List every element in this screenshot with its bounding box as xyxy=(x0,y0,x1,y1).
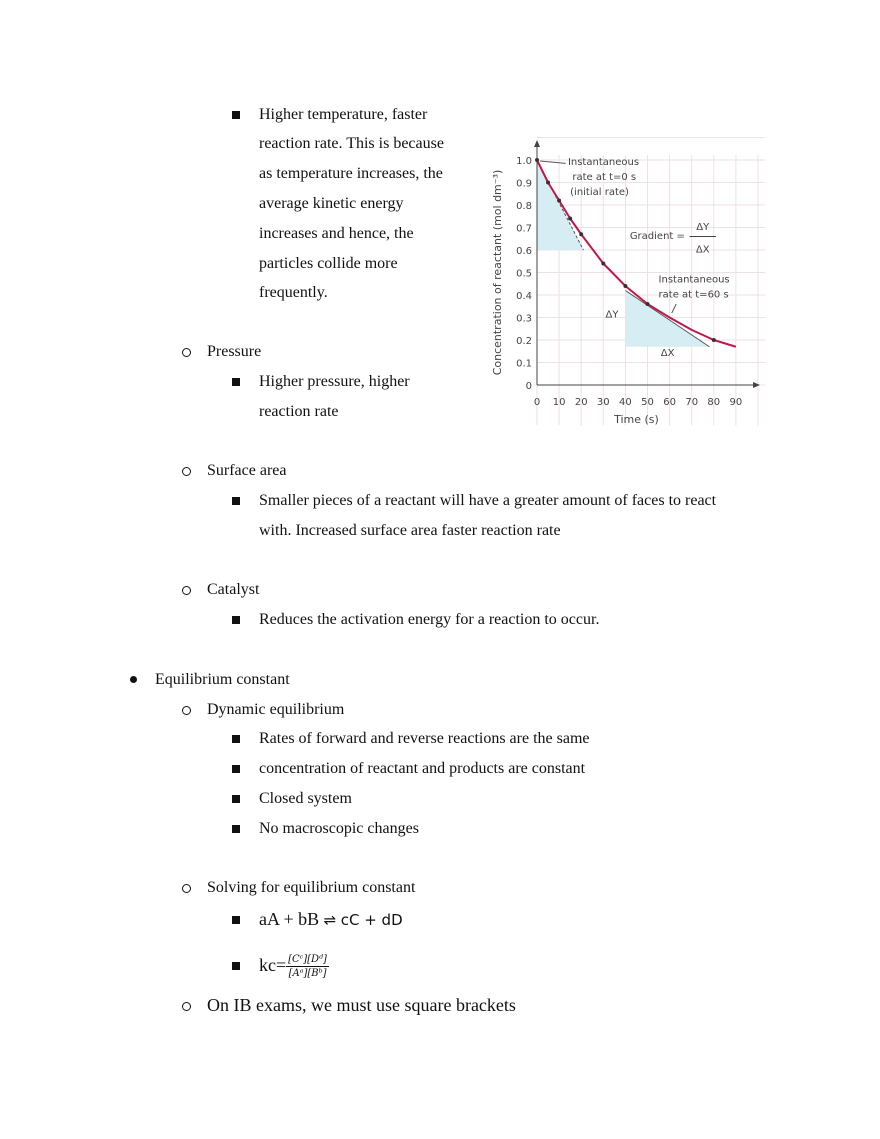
data-point xyxy=(557,199,561,203)
text-line: frequently. xyxy=(259,284,328,301)
text-line: Smaller pieces of a reactant will have a greater amount of faces to react xyxy=(259,492,717,509)
annotation-initial-1: Instantaneous xyxy=(567,157,640,168)
text-line: concentration of reactant and products are constant xyxy=(259,760,586,777)
x-tick-label: 30 xyxy=(596,397,610,408)
delta-y-label: ΔY xyxy=(605,309,619,321)
data-point xyxy=(712,338,716,342)
x-tick-label: 70 xyxy=(685,397,699,408)
x-tick-label: 90 xyxy=(729,397,743,408)
x-axis-label: Time (s) xyxy=(614,413,659,426)
square-bullet-icon xyxy=(232,111,240,119)
y-tick-label: 0.4 xyxy=(516,291,532,302)
gradient-dx: ΔX xyxy=(695,244,710,256)
data-point xyxy=(568,217,572,221)
square-bullet-icon xyxy=(232,378,240,386)
text-line: No macroscopic changes xyxy=(259,820,419,837)
gradient-label: Gradient = xyxy=(629,230,685,242)
y-tick-label: 0.1 xyxy=(516,358,532,370)
annotation-initial-2: rate at t=0 s xyxy=(572,172,637,183)
text-line: increases and hence, the xyxy=(259,225,414,242)
solving-heading: Solving for equilibrium constant xyxy=(207,879,416,896)
kc-fraction xyxy=(286,953,329,980)
data-point xyxy=(546,181,550,185)
text-line: Reduces the activation energy for a reaction to occur. xyxy=(259,611,600,628)
text-line: Rates of forward and reverse reactions are the same xyxy=(259,730,590,747)
y-axis-label: Concentration of reactant (mol dm⁻³) xyxy=(491,169,504,376)
square-bullet-icon xyxy=(232,735,240,743)
data-point xyxy=(646,302,650,306)
kc-label: kc= xyxy=(259,955,287,975)
square-bullet-icon xyxy=(232,765,240,773)
delta-x-label: ΔX xyxy=(660,347,675,359)
circle-bullet-icon xyxy=(182,586,191,595)
y-tick-label: 0.9 xyxy=(516,178,532,190)
x-tick-label: 50 xyxy=(641,397,654,408)
text-line: as temperature increases, the xyxy=(259,165,443,182)
square-bullet-icon xyxy=(232,825,240,833)
annotation-leader xyxy=(540,161,566,163)
y-tick-label: 0.6 xyxy=(516,246,532,257)
reaction-equation xyxy=(259,909,403,930)
annotation-t60-2: rate at t=60 s xyxy=(658,289,729,301)
text-line: reaction rate xyxy=(259,403,339,420)
text-line: with. Increased surface area faster reaction rate xyxy=(259,522,561,539)
y-tick-label: 1.0 xyxy=(516,156,532,167)
x-axis-arrow xyxy=(753,382,760,388)
kc-denominator: [Aᵃ][Bᵇ] xyxy=(288,968,327,980)
circle-bullet-icon xyxy=(182,348,191,357)
text-line: Closed system xyxy=(259,790,352,807)
surface-area-heading: Surface area xyxy=(207,462,287,479)
square-bullet-icon xyxy=(232,962,240,970)
equilibrium-arrow: ⇌ xyxy=(323,911,337,929)
text-line: reaction rate. This is because xyxy=(259,135,444,152)
circle-bullet-icon xyxy=(182,706,191,715)
square-bullet-icon xyxy=(232,616,240,624)
gradient-dy: ΔY xyxy=(696,221,710,233)
x-tick-label: 80 xyxy=(707,397,721,408)
kc-numerator: [Cᶜ][Dᵈ] xyxy=(288,954,327,966)
annotation-t60-1: Instantaneous xyxy=(658,274,730,286)
y-tick-label: 0.8 xyxy=(516,201,532,212)
disc-bullet-icon xyxy=(130,676,137,683)
annotation-leader xyxy=(672,304,676,313)
square-bullet-icon xyxy=(232,916,240,924)
y-axis-arrow xyxy=(534,140,540,147)
data-point xyxy=(535,158,539,162)
text-line: Higher pressure, higher xyxy=(259,373,410,390)
circle-bullet-icon xyxy=(182,1002,191,1011)
pressure-heading: Pressure xyxy=(207,343,262,360)
concentration-time-chart xyxy=(485,135,770,435)
square-bullet-icon xyxy=(232,795,240,803)
text-line: average kinetic energy xyxy=(259,195,404,212)
catalyst-heading: Catalyst xyxy=(207,581,260,598)
x-tick-label: 40 xyxy=(619,397,632,408)
data-point xyxy=(623,284,627,288)
x-tick-label: 0 xyxy=(533,397,541,408)
equilibrium-heading: Equilibrium constant xyxy=(155,671,290,688)
data-point xyxy=(579,232,583,236)
y-tick-label: 0 xyxy=(525,381,532,392)
y-tick-label: 0.2 xyxy=(516,336,532,347)
ib-note: On IB exams, we must use square brackets xyxy=(207,995,516,1015)
data-point xyxy=(601,262,605,266)
circle-bullet-icon xyxy=(182,467,191,476)
equation-right: cC + dD xyxy=(340,911,403,929)
y-tick-label: 0.5 xyxy=(516,268,532,280)
y-tick-label: 0.3 xyxy=(516,313,532,325)
square-bullet-icon xyxy=(232,497,240,505)
equation-left: aA + bB xyxy=(259,909,320,929)
y-tick-label: 0.7 xyxy=(516,223,532,235)
text-line: Higher temperature, faster xyxy=(259,106,428,123)
annotation-initial-3: (initial rate) xyxy=(570,187,629,198)
circle-bullet-icon xyxy=(182,884,191,893)
x-tick-label: 10 xyxy=(552,397,566,408)
kc-expression xyxy=(259,950,329,980)
x-tick-label: 20 xyxy=(574,397,588,408)
text-line: particles collide more xyxy=(259,255,398,272)
x-tick-label: 60 xyxy=(663,397,676,408)
dynamic-equilibrium-heading: Dynamic equilibrium xyxy=(207,701,345,718)
